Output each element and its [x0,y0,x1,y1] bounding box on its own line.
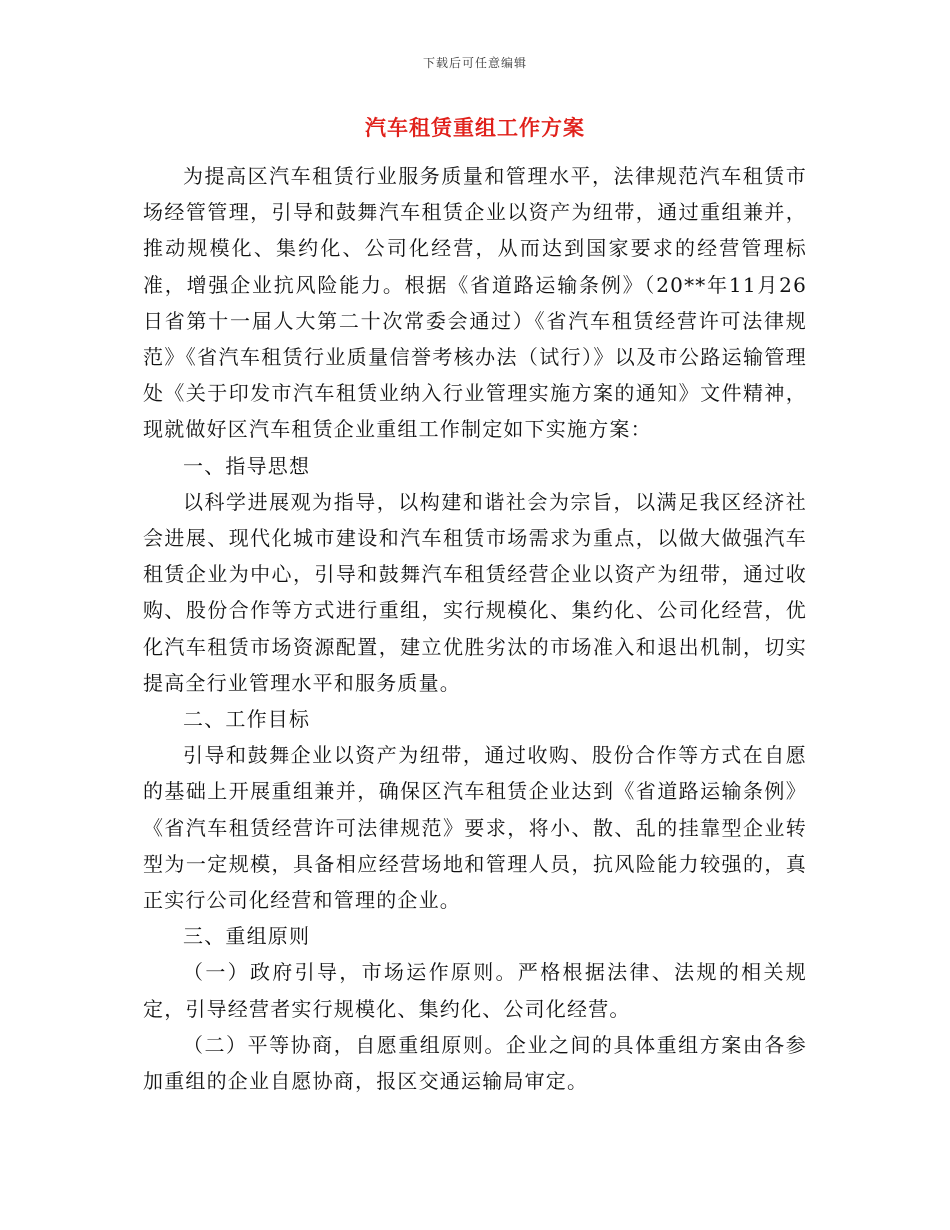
principle-1-paragraph: （一）政府引导，市场运作原则。严格根据法律、法规的相关规定，引导经营者实行规模化、集约化、公司化经营。 [143,960,807,1021]
section-heading-principles: 三、重组原则 [183,924,311,949]
principle-2-paragraph: （二）平等协商，自愿重组原则。企业之间的具体重组方案由各参加重组的企业自愿协商，报区交通运输局审定。 [143,1032,807,1094]
guiding-ideology-paragraph: 以科学进展观为指导，以构建和谐社会为宗旨，以满足我区经济社会进展、现代化城市建设和汽车租赁市场需求为重点，以做大做强汽车租赁企业为中心，引导和鼓舞汽车租赁经营企业以资产为纽带，通过收购、股份合作等方式进行重组，实行规模化、集约化、公司化经营，优化汽车租赁市场资源配置，建立优胜劣汰的市场准入和退出机制，切实提高全行业管理水平和服务质量。 [143,489,807,695]
document-title: 汽车租赁重组工作方案 [365,115,585,140]
header-note: 下载后可任意编辑 [422,56,527,70]
section-heading-work-goals: 二、工作目标 [183,707,311,732]
document-body [143,158,807,1099]
work-goals-paragraph: 引导和鼓舞企业以资产为纽带，通过收购、股份合作等方式在自愿的基础上开展重组兼并，确保区汽车租赁企业达到《省道路运输条例》《省汽车租赁经营许可法律规范》要求，将小、散、乱的挂靠型企业转型为一定规模，具备相应经营场地和管理人员，抗风险能力较强的，真正实行公司化经营和管理的企业。 [143,743,807,913]
intro-paragraph: 为提高区汽车租赁行业服务质量和管理水平，法律规范汽车租赁市场经管管理，引导和鼓舞汽车租赁企业以资产为纽带，通过重组兼并，推动规模化、集约化、公司化经营，从而达到国家要求的经营管理标准，增强企业抗风险能力。根据《省道路运输条例》（20**年11月26日省第十一届人大第二十次常委会通过）《省汽车租赁经营许可法律规范》《省汽车租赁行业质量信誉考核办法（试行）》以及市公路运输管理处《关于印发市汽车租赁业纳入行业管理实施方案的通知》文件精神，现就做好区汽车租赁企业重组工作制定如下实施方案： [143,164,807,442]
section-heading-guiding-ideology: 一、指导思想 [183,453,311,478]
